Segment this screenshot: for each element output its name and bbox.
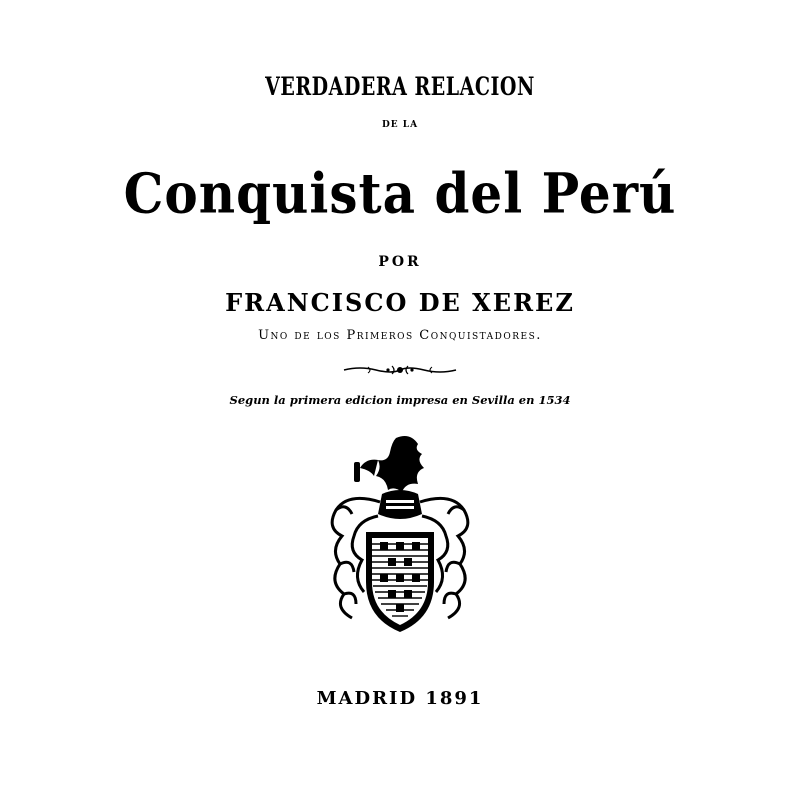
title-line-1: VERDADERA RELACION [265,72,535,102]
ornamental-divider-icon [340,362,460,378]
title-connector: DE LA [381,120,419,130]
coat-of-arms-icon [318,432,482,636]
main-title: Conquista del Perú [123,161,677,226]
edition-note: Segun la primera edicion impresa en Sevilla en 1534 [229,393,571,407]
by-line: POR [378,254,422,270]
author-description: Uno de los Primeros Conquistadores. [258,328,542,343]
imprint: MADRID 1891 [316,688,484,709]
author-name: FRANCISCO DE XEREZ [225,288,575,317]
